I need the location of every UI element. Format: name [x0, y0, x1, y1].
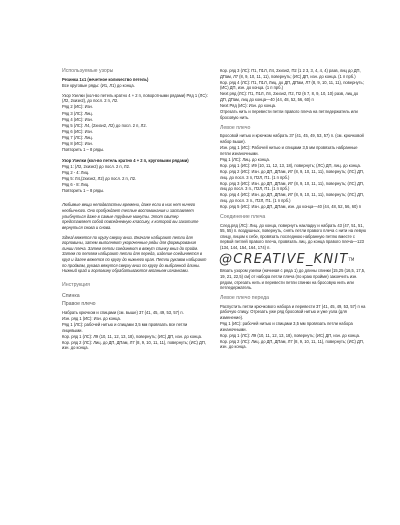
text-line: Ряд 5: Л4,(2хизн2, Л2) до посл. 2 п, Л2. — [62, 176, 137, 182]
right-column — [220, 68, 366, 351]
text-line: Кор. ряд 2 (ИС): Изн. до ДП, ДПам, И7 (8, 9, 10, 11, 11), повернуть; (ЛС) ДП, лиц. до посл. 3 п, П2Л, П1. (1 п прб.) — [220, 169, 364, 180]
text-line: Узор Узелки (кол-во петель кратно 4 + 2 п, круговыми рядами) — [62, 157, 189, 163]
text-line: Ряд 5 (ЛС): Л4, (2хизн2, Л2) до посл. 2 п, Л2. — [62, 122, 147, 128]
text-line: Кор. ряд 1 (ИС): И9 (10, 11, 12, 13, 18), повернуть; (ЛС) ДП, лиц. до конца. — [220, 162, 361, 168]
text-line: Повторить 1 – 8 ряды. — [62, 147, 105, 153]
left-column — [62, 68, 208, 351]
section-title-shoulder-join: Соединение плеча — [220, 214, 266, 221]
section-title-back: Спинка — [62, 292, 80, 299]
text-line: Кор. ряд 2 (ЛС): Лиц. до ДП, ДПам, Л7 (8, 9, 10, 11, 11), повернуть; (ИС) ДП, изн. до конца. — [220, 338, 364, 350]
text-line: Ряд 1 (ЛС): Лиц. до конца. — [220, 156, 270, 162]
text-line: След.ряд (ЛС): Лиц. до конца, повернуть накладку и набрать 43 (47, 51, 51, 55, 55) п. воздушных, повернуть, снять петли правого плеча с нити на левую спицу, лицом к себе, провязать последнюю набранную петлю вместе с первой петлей правого плеча, провязать лиц. до конца правого плеча—123 (134, 144, 154, 164, 174) п. — [220, 222, 367, 250]
text-line: Отрезать нить и перевести петли правого плеча на петледержатель или бросовую нить. — [220, 109, 358, 120]
right-shoulder-continued — [220, 68, 366, 120]
text-line: Набрать крючком и спицами (см. выше) 37 (41, 45, 49, 53, 57) п. — [62, 309, 184, 315]
text-line: Ряд 3 (ЛС): Лиц. — [62, 110, 93, 116]
section-title-instructions: Инструкция — [62, 282, 90, 289]
left-shoulder-steps — [220, 133, 366, 209]
text-line: Бросовой нитью и крючком набрать 37 (41, 45, 49, 53, 57) п. (см. крючковой набор выше). — [220, 133, 364, 144]
text-line: Кор. ряд 3 (ИС): Изн. до ДП, ДПам, И7 (8, 9, 10, 11, 11), повернуть; (ЛС) ДП, лиц до посл. 3 п., П2Л, П1. (1 п прб.) — [220, 180, 364, 192]
construction-paragraph: Sibeal вяжется по кругу сверху вниз. Вначале набирают петли для горловины, затем выполняют укороченные ряды для формирования линии плеча. Затем петли соединяют в вяжут спинку вниз до пройм. Затем по петлям набирают петли для переда, изделие соединяется в круг и далее вяжется по кругу до нижнего края. Петли рукавов набирают по проймам, рукава вяжутся сверху вниз по кругу до выбранной длины. Нижний край и горловину обрабатываются вязаньем изнанками. — [62, 234, 207, 274]
text-line: Распустить петли крючкового набора и перевести 37 (41, 45, 49, 53, 57) п на рабочую спицу. Отрезать уже ряд бросовой нитью и уже узла (для изменение). — [220, 303, 366, 320]
section-title-right-shoulder: Правое плечо — [62, 301, 96, 308]
text-line: Ряд 1 (ЛС): рабочей нитью и спицами 3,5 мм провязать все петли лицевыми. — [62, 321, 188, 333]
text-line: Кор. ряд 1 (ЛС): Л9 (10, 11, 12, 13, 18), повернуть; (ИС) ДП, изн. до конца. — [220, 332, 361, 338]
front-left-shoulder-steps — [220, 304, 366, 350]
shoulder-join-steps — [220, 223, 366, 251]
text-line: Next Ряд (ИС): Изн. до конца. — [220, 103, 277, 109]
text-line: Изн. ряд 1 (ИС): Рабочей нитью и спицами 3,5 мм провязать набранные петли изнаночными. — [220, 145, 358, 156]
text-line: Ряд 7 (ЛС): Лиц. — [62, 135, 93, 141]
text-line: Ряд 2 (ИС): Изн. — [62, 104, 93, 110]
text-line: Повторить 1 – 8 ряды. — [62, 188, 105, 194]
watermark-trademark: TM — [348, 257, 355, 263]
document-columns — [62, 68, 376, 351]
back-body-steps — [220, 268, 366, 290]
patterns-rib-block — [62, 77, 208, 89]
text-line: Все круговые ряды: (И1, Л1) до конца. — [62, 82, 135, 88]
section-title-patterns: Используемые узоры — [62, 68, 114, 74]
text-line: Ряд 2 - 4: Лиц. — [62, 169, 90, 175]
text-line: Кор. ряд 5 (ИС): Изн. до ДП, ДПам, изн. до конца—40 (44, 48, 52, 56, 60) п — [220, 204, 361, 210]
text-line: Кор. ряд 2 (ЛС): Лиц. до ДП, ДПам, Л7 (8, 9, 10, 11, 11), повернуть; (ИС) ДП, изн. до конца. — [62, 339, 206, 351]
section-title-left-shoulder: Левое плечо — [220, 124, 251, 131]
text-line: Резинка 1х1 (нечетное количество петель) — [62, 76, 149, 82]
intro-paragraph: Любимые вещи неподвластны времени, даже если в них нет ничего необычного. Оно пробуждает теплые воспоминания и заставляет улыбнуться даже в самые трудные минуты. Этот свитер представляет собой повседневную классику, к которой вы захотите вернуться снова и снова. — [62, 202, 199, 230]
right-shoulder-steps — [62, 310, 208, 351]
text-line: Ряд 8 (ИС): Изн. — [62, 141, 93, 147]
text-line: Next ряд (ЛС): П1, П1Л, Л4, 2хизн2, П2, П2 (6 7, 8, 9, 10, 10) разв, лиц до ДП, ДПам, лиц до конца—40 (44, 48, 52, 56, 60) п — [220, 91, 359, 102]
patterns-knots-flat-block — [62, 93, 208, 153]
patterns-knots-round-block — [62, 158, 208, 194]
text-line: Вязать узором узелки (начиная с ряда 1) до длины спинки [15,25 (16,5, 17,5, 19, 21, 22,5) см] от набора петли плеча (по краю пройме) закончить изн. рядом, отрезать нить и перевести петли спинки на бросовую нить или петледержатель. — [220, 268, 366, 291]
text-line: Кор. ряд 1 (ЛС): Л9 (10, 11, 12, 13, 18), повернуть; (ИС) ДП, изн. до конца. — [62, 333, 203, 339]
text-line: Кор. ряд 4 (ЛС): П1, П1Л, Лиц. до ДП, ДПам, Л7 (8, 9, 10, 11, 11), повернуть; (ИС) ДП, изн. до конца. (1 п прб.) — [220, 79, 364, 91]
text-line: Изн. ряд 1 (ИС): Изн. до конца. — [62, 315, 121, 321]
text-line: Узор Узелки (кол-во петель кратно 4 + 2 п, поворотными рядами) Ряд 1 (ЛС): (Л2, 2хизн2), до посл. 2 п, Л2. — [62, 92, 208, 104]
text-line: Кор. ряд 4 (ИС): Изн. до ДП, ДПам, И7 (8, 9, 10, 11, 11), повернуть; (ЛС) ДП, лиц. до посл. 3 п., П2Л, П1. (1 п прб.) — [220, 192, 364, 203]
watermark-text: @CREATIVE_KNIT — [219, 252, 349, 268]
text-line: Ряд 1 (ИС): рабочей нитью и спицами 3,5 мм провязать петли набора изнаночными. — [220, 321, 353, 332]
watermark-logo — [219, 252, 366, 267]
text-line: Ряд 6 - 8: Лиц. — [62, 182, 90, 188]
text-line: Ряд 6 (ИС): Изн. — [62, 129, 93, 135]
text-line: Ряд 4 (ИС): Изн. — [62, 116, 93, 122]
text-line: Кор. ряд 3 (ЛС): П1, П1Л, Л4, 2хизн2, П2 (1 2 3, 3, 4, 4, 4) разв, лиц до ДП, ДПам, Л7 (8, 9, 10, 11, 11), повернуть; (ИС) ДП, изн. до конца. (1 п прб.) — [220, 68, 361, 79]
text-line: Ряд 1: (Л2, 2хизн2) до посл. 2 п, Л2. — [62, 163, 131, 169]
section-title-front-left-shoulder: Левое плечо переда — [220, 295, 270, 302]
